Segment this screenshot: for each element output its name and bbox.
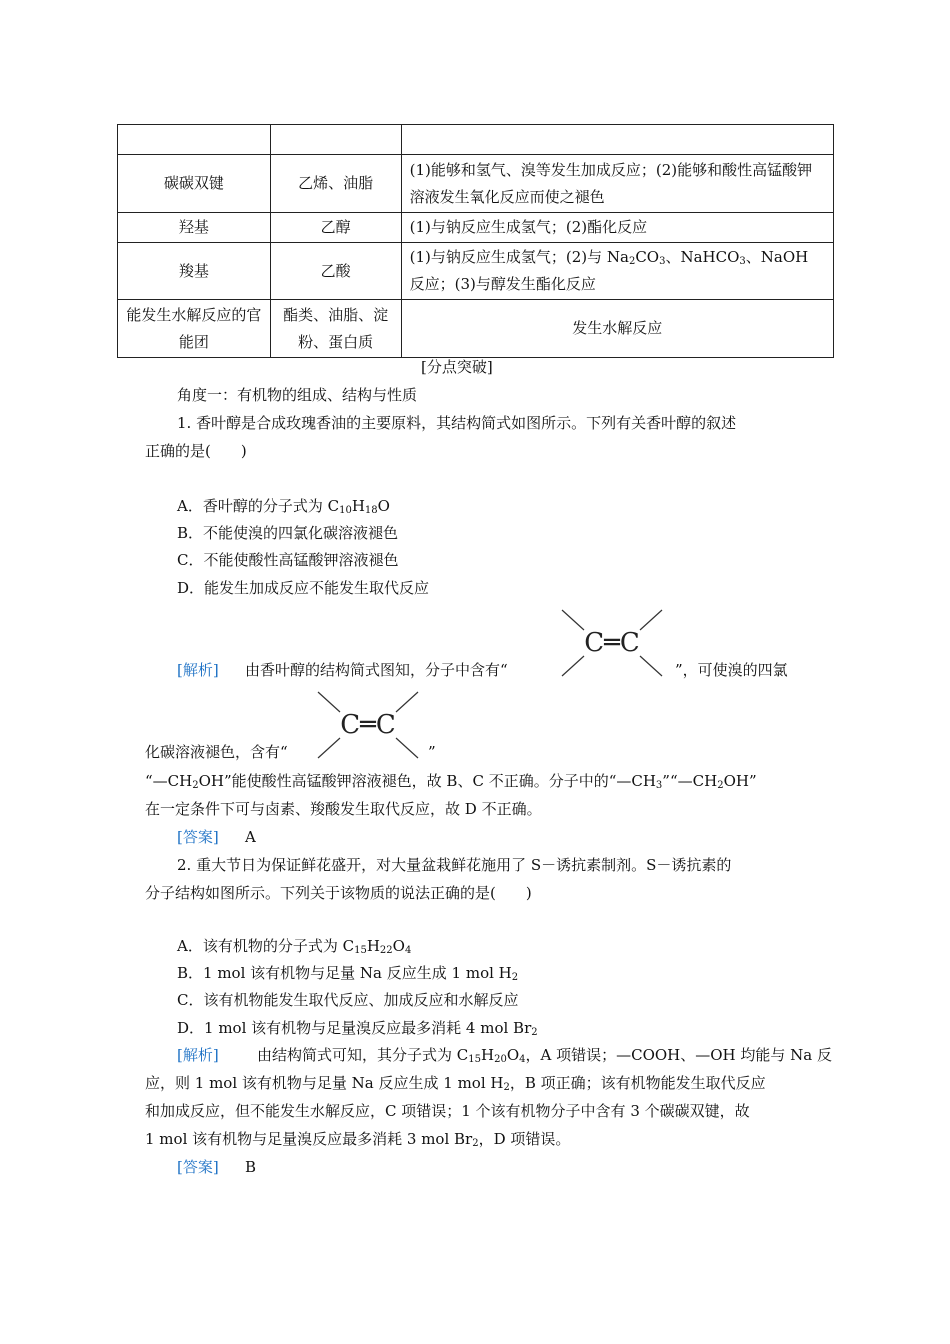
q1-analysis-line2-post: ” [428, 743, 436, 761]
q1-analysis-line1-post: ”，可使溴的四氯 [675, 661, 788, 679]
table-row [118, 243, 834, 300]
q1-answer-tag: [答案] [177, 828, 219, 846]
q1-analysis-tag: [解析] [177, 661, 219, 679]
table-cell: 乙烯、油脂 [270, 155, 401, 213]
q2-analysis-line1: 由结构简式可知，其分子式为 $C_{15}H_{20}O_4$，A 项错误；—COOH、—OH 均能与 Na 反 [257, 1046, 833, 1065]
q1-analysis-line4: 在一定条件下可与卤素、羧酸发生取代反应，故 D 不正确。 [145, 800, 542, 818]
q2-option-d: D．1 mol 该有机物与足量溴反应最多消耗 4 mol $Br_2$ [177, 1019, 538, 1038]
table-cell: 乙酸 [270, 243, 401, 300]
q1-stem-line1: 1. 香叶醇是合成玫瑰香油的主要原料，其结构简式如图所示。下列有关香叶醇的叙述 [177, 414, 737, 432]
q2-stem-line2: 分子结构如图所示。下列关于该物质的说法正确的是( ) [145, 884, 532, 902]
section-title: [分点突破] [421, 358, 493, 376]
q2-analysis-line3: 和加成反应，但不能发生水解反应，C 项错误；1 个该有机物分子中含有 3 个碳碳双键，故 [145, 1102, 750, 1120]
table-cell: 羟基 [118, 213, 271, 243]
q1-stem-line2: 正确的是( ) [145, 442, 247, 460]
table-row [118, 155, 834, 213]
table-cell: 羧基 [118, 243, 271, 300]
q1-option-a: A．香叶醇的分子式为 $C_{10}H_{18}O$ [177, 497, 390, 516]
table-row [118, 213, 834, 243]
q1-option-c: C．不能使酸性高锰酸钾溶液褪色 [177, 551, 399, 569]
cc-double-bond-structure [556, 606, 668, 678]
table-row [118, 125, 834, 155]
table-cell: 碳碳双键 [118, 155, 271, 213]
q1-analysis-line1-pre: 由香叶醇的结构简式图知，分子中含有“ [245, 661, 508, 679]
table-cell: 酯类、油脂、淀粉、蛋白质 [270, 300, 401, 358]
q2-answer: B [245, 1158, 257, 1176]
q2-analysis-line4: 1 mol 该有机物与足量溴反应最多消耗 3 mol $Br_2$，D 项错误。 [145, 1130, 571, 1149]
table-cell: (1)能够和氢气、溴等发生加成反应；(2)能够和酸性高锰酸钾溶液发生氧化反应而使之褪色 [401, 155, 833, 213]
q1-analysis-line3: “$—CH_2OH$”能使酸性高锰酸钾溶液褪色，故 B、C 不正确。分子中的“$—CH_3”“—CH_2OH$” [145, 772, 757, 791]
table-cell: 发生水解反应 [401, 300, 833, 358]
cc-label: C═C [584, 628, 640, 658]
q2-analysis-line2: 应，则 1 mol 该有机物与足量 Na 反应生成 1 mol $H_2$，B 项正确；该有机物能发生取代反应 [145, 1074, 766, 1093]
table-cell [401, 125, 833, 155]
angle-title: 角度一：有机物的组成、结构与性质 [177, 386, 418, 404]
q1-analysis-line2-pre: 化碳溶液褪色，含有“ [145, 743, 288, 761]
table-cell: (1)与钠反应生成氢气；(2)酯化反应 [401, 213, 833, 243]
q1-answer: A [245, 828, 256, 846]
q2-option-c: C．该有机物能发生取代反应、加成反应和水解反应 [177, 991, 519, 1009]
q2-answer-tag: [答案] [177, 1158, 219, 1176]
q2-option-a: A．该有机物的分子式为 $C_{15}H_{22}O_4$ [177, 937, 412, 956]
q1-option-b: B．不能使溴的四氯化碳溶液褪色 [177, 524, 399, 542]
table-row [118, 300, 834, 358]
q1-option-d: D．能发生加成反应不能发生取代反应 [177, 579, 430, 597]
table-cell [270, 125, 401, 155]
table-cell: (1)与钠反应生成氢气；(2)与 $Na_2CO_3$、NaHCO$_3$、NaOH 反应；(3)与醇发生酯化反应 [401, 243, 833, 300]
q2-analysis-tag: [解析] [177, 1046, 219, 1064]
cc-label: C═C [340, 710, 396, 740]
q2-option-b: B．1 mol 该有机物与足量 Na 反应生成 1 mol $H_2$ [177, 964, 519, 983]
table-cell [118, 125, 271, 155]
table-cell: 乙醇 [270, 213, 401, 243]
functional-group-table [117, 124, 834, 358]
table-cell: 能发生水解反应的官能团 [118, 300, 271, 358]
cc-double-bond-structure [312, 688, 424, 760]
q2-stem-line1: 2. 重大节日为保证鲜花盛开，对大量盆栽鲜花施用了 S－诱抗素制剂。S－诱抗素的 [177, 856, 732, 874]
